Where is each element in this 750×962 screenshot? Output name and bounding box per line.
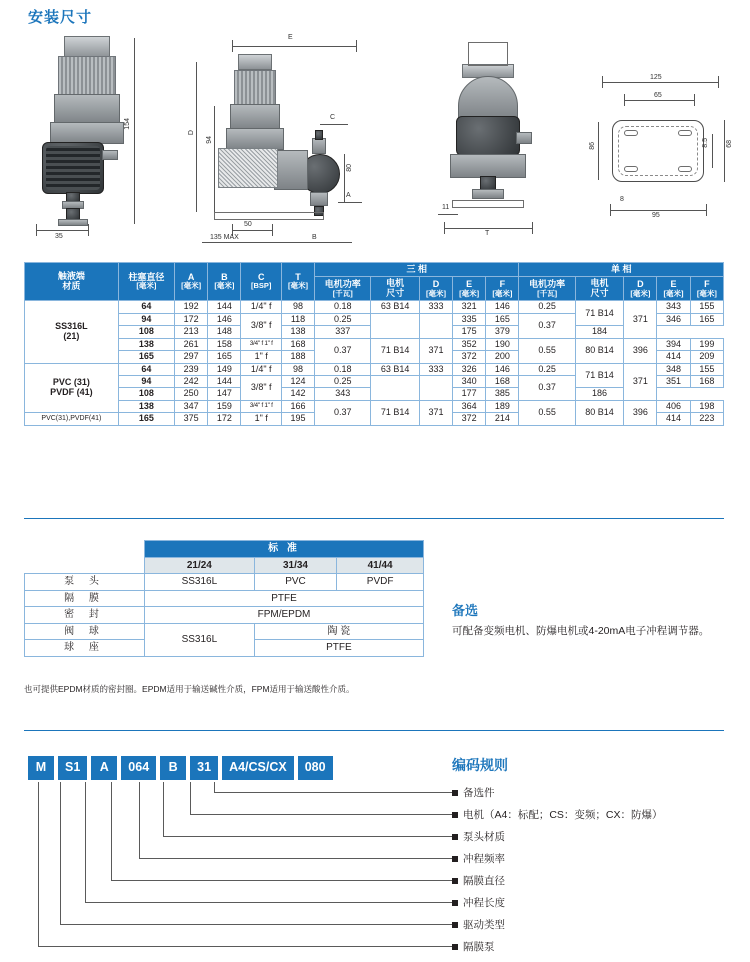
col-E-3ph: E [毫米] <box>453 277 486 301</box>
col-material-l1: 触液端 <box>57 271 85 282</box>
material-cell-ss316l: SS316L (21) <box>25 301 119 363</box>
materials-col-31-34: 31/34 <box>254 557 337 574</box>
legend-item-1: 电机（A4：标配；CS：变频；CX：防爆） <box>452 804 663 826</box>
dim-label-E: E <box>288 34 293 41</box>
leader-h-2 <box>190 814 452 815</box>
code-cell-5: B <box>160 756 186 780</box>
dim-label-135max: 135 MAX <box>210 234 239 241</box>
dim-label-8-5: 8.5 <box>702 138 709 148</box>
code-cell-1: M <box>28 756 54 780</box>
dim-label-80: 80 <box>346 164 353 172</box>
table-row: 94 172 146 3/8" f 118 0.25 335 165 0.37 346 165 <box>25 313 724 325</box>
col-F-1ph: F [毫米] <box>690 277 723 301</box>
coding-code-row <box>28 756 333 780</box>
bullet-icon <box>452 856 458 862</box>
drawing-view-front <box>28 30 178 240</box>
dim-label-8: 8 <box>620 196 624 203</box>
leader-v-5 <box>111 782 112 880</box>
bullet-icon <box>452 900 458 906</box>
table-row: PVC(31),PVDF(41) 165 375 172 1" f 195 372 214 414 223 <box>25 413 724 425</box>
dim-label-C: C <box>330 114 336 121</box>
table-row: PVC (31) PVDF (41) 64 239 149 1/4" f 98 0.18 63 B14 333 326 146 0.25 71 B14 371 348 155 <box>25 363 724 375</box>
dim-label-68: 68 <box>726 140 733 148</box>
dim-label-50: 50 <box>244 221 252 228</box>
col-D-3ph: D [毫米] <box>419 277 452 301</box>
col-power-3ph: 电机功率 [千瓦] <box>315 277 371 301</box>
bullet-icon <box>452 944 458 950</box>
dim-label-B: B <box>312 234 317 241</box>
materials-row-diaphragm: 隔 膜 PTFE <box>25 590 424 607</box>
coding-title: 编码规则 <box>452 757 508 773</box>
col-E-1ph: E [毫米] <box>657 277 690 301</box>
table-row: 108 250 147 142 343 177 385 186 <box>25 388 724 400</box>
leader-v-6 <box>85 782 86 902</box>
dim-label-95: 95 <box>652 212 660 219</box>
leader-h-6 <box>85 902 452 903</box>
materials-label-ball: 阀 球 <box>25 623 145 640</box>
dim-label-T: T <box>485 230 490 237</box>
legend-item-3: 冲程频率 <box>452 848 663 870</box>
leader-h-7 <box>60 924 452 925</box>
col-B: B [毫米] <box>208 263 241 301</box>
leader-v-3 <box>163 782 164 836</box>
bullet-icon <box>452 878 458 884</box>
materials-col-41-44: 41/44 <box>337 557 424 574</box>
dim-label-125: 125 <box>650 74 662 81</box>
group-single-phase: 单 相 <box>519 263 724 277</box>
table-row: 108 213 148 138 337 175 379 184 <box>25 326 724 338</box>
code-cell-7: A4/CS/CX <box>222 756 294 780</box>
legend-item-6: 驱动类型 <box>452 914 663 936</box>
col-F-3ph: F [毫米] <box>486 277 519 301</box>
col-material-l2: 材质 <box>62 280 81 291</box>
bullet-icon <box>452 834 458 840</box>
material-cell-pvc-pvdf: PVC (31) PVDF (41) <box>25 363 119 413</box>
materials-row-seat: 球 座 PTFE <box>25 640 424 657</box>
drawing-view-rear <box>428 36 568 241</box>
leader-v-7 <box>60 782 61 924</box>
drawing-view-side <box>188 26 388 246</box>
leader-h-3 <box>163 836 452 837</box>
materials-table <box>24 540 424 657</box>
materials-row-ball: 阀 球 SS316L 陶 瓷 <box>25 623 424 640</box>
legend-item-5: 冲程长度 <box>452 892 663 914</box>
materials-table-wrap <box>24 540 424 657</box>
leader-h-4 <box>139 858 452 859</box>
col-motorsize-3ph: 电机 尺寸 <box>371 277 419 301</box>
code-cell-3: A <box>91 756 117 780</box>
options-title: 备选 <box>452 603 479 618</box>
divider-upper <box>24 518 724 519</box>
dim-label-D: D <box>188 130 195 136</box>
code-cell-8: 080 <box>298 756 333 780</box>
materials-row-pumphead: 泵 头 SS316L PVC PVDF <box>25 574 424 591</box>
bullet-icon <box>452 812 458 818</box>
code-cell-2: S1 <box>58 756 87 780</box>
table-row: 165 297 165 1" f 188 372 200 414 209 <box>25 351 724 363</box>
table-row: 138 347 159 3/4" f 1" f 166 0.37 71 B14 371 364 189 0.55 80 B14 396 406 198 <box>25 400 724 412</box>
coding-legend <box>452 782 663 958</box>
table-row: 138 261 158 3/4" f 1" f 168 0.37 71 B14 371 352 190 0.55 80 B14 396 394 199 <box>25 338 724 350</box>
dim-label-65: 65 <box>654 92 662 99</box>
code-cell-4: 064 <box>121 756 156 780</box>
col-motorsize-1ph: 电机 尺寸 <box>575 277 623 301</box>
table-row: 94 242 144 3/8" f 124 0.25 340 168 0.37 351 168 <box>25 375 724 387</box>
materials-note: 也可提供EPDM材质的密封圈。EPDM适用于输送碱性介质，FPM适用于输送酸性介质。 <box>24 684 355 694</box>
col-D-1ph: D [毫米] <box>624 277 657 301</box>
dim-label-86: 86 <box>589 142 596 150</box>
leader-h-5 <box>111 880 452 881</box>
dim-label-A: A <box>346 192 351 199</box>
dim-label-35: 35 <box>55 233 63 240</box>
dim-label-154: 154 <box>124 118 131 130</box>
materials-standard-header: 标 准 <box>145 541 424 558</box>
leader-h-8 <box>38 946 452 947</box>
materials-label-seat: 球 座 <box>25 640 145 657</box>
legend-item-2: 泵头材质 <box>452 826 663 848</box>
col-material <box>25 263 119 301</box>
legend-item-0: 备选件 <box>452 782 663 804</box>
materials-label-diaphragm: 隔 膜 <box>25 590 145 607</box>
table-header-group-row <box>25 263 724 277</box>
col-T: T [毫米] <box>281 263 314 301</box>
installation-dimensions-table <box>24 262 724 426</box>
dim-label-11: 11 <box>442 204 450 211</box>
leader-h-1 <box>214 792 452 793</box>
materials-standard-row <box>25 541 424 558</box>
leader-v-2 <box>190 782 191 814</box>
divider-lower <box>24 730 724 731</box>
col-power-1ph: 电机功率 [千瓦] <box>519 277 575 301</box>
dim-label-94: 94 <box>206 136 213 144</box>
materials-col-21-24: 21/24 <box>145 557 255 574</box>
leader-v-4 <box>139 782 140 858</box>
legend-item-7: 隔膜泵 <box>452 936 663 958</box>
table-row: SS316L (21) 64 192 144 1/4" f 98 0.18 63 B14 333 321 146 0.25 71 B14 371 343 155 <box>25 301 724 313</box>
bullet-icon <box>452 922 458 928</box>
drawing-view-baseplate <box>588 74 738 239</box>
materials-colhdr-row <box>25 557 424 574</box>
leader-v-8 <box>38 782 39 946</box>
materials-label-pumphead: 泵 头 <box>25 574 145 591</box>
options-text: 可配备变频电机、防爆电机或4-20mA电子冲程调节器。 <box>452 625 710 637</box>
materials-row-seal: 密 封 FPM/EPDM <box>25 607 424 624</box>
group-three-phase: 三 相 <box>315 263 519 277</box>
leader-v-1 <box>214 782 215 792</box>
col-plunger: 柱塞直径 [毫米] <box>118 263 174 301</box>
materials-label-seal: 密 封 <box>25 607 145 624</box>
col-C: C [BSP] <box>241 263 281 301</box>
bullet-icon <box>452 790 458 796</box>
page-title: 安装尺寸 <box>28 9 93 26</box>
code-cell-6: 31 <box>190 756 218 780</box>
material-cell-last: PVC(31),PVDF(41) <box>25 413 119 425</box>
col-A: A [毫米] <box>175 263 208 301</box>
legend-item-4: 隔膜直径 <box>452 870 663 892</box>
installation-drawings <box>0 26 750 246</box>
